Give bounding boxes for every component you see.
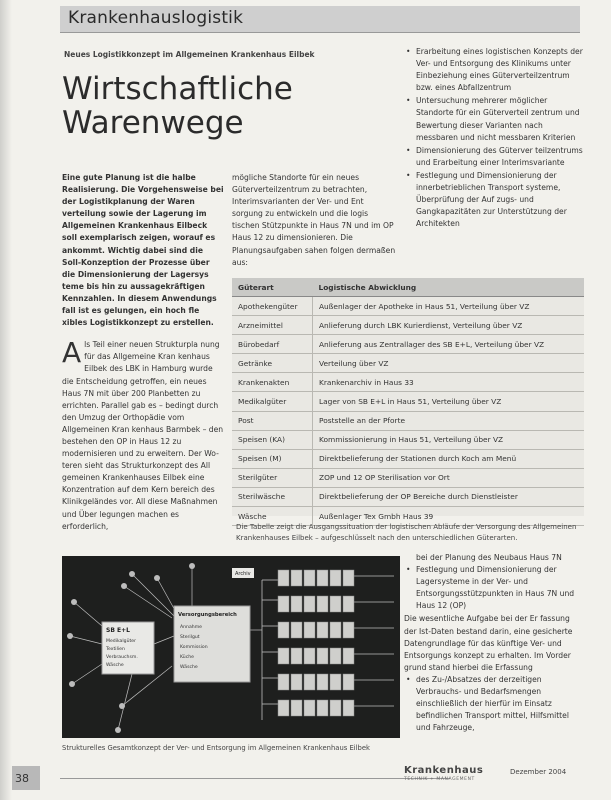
diagram-label-center: Versorgungsbereich <box>178 612 237 618</box>
diagram-ward-block <box>317 570 328 586</box>
right-column-bottom <box>404 552 584 735</box>
diagram-ward-block <box>317 700 328 716</box>
table-cell-goods: Arzneimittel <box>232 316 313 335</box>
article-body-left: ls Teil einer neuen Strukturpla nung für das Allgemeine Kran kenhaus Eilbek des LBK in Hamburg wurde die Entscheidung getroffen, ein neues Haus 7N mit über 200 Planbetten zu errichten. Parallel gab es – bedingt durch den Umzug der Orthopädie vom Allgemeinen Kran kenhaus Barmbek – den bestehen den OP in Haus 12 zu modernisieren und zu erweitern. Der Wo-teren sieht das Strukturkonzept des All gemeinen Krankenhauses Eilbek eine Konzentration auf dem Kern bereich des Klinikgeländes vor. All diese Maßnahmen und Über legungen machen es erforderlich, <box>62 340 224 531</box>
table-cell-goods: Sterilgüter <box>232 468 313 487</box>
diagram-ward-block <box>304 622 315 638</box>
article-title-line-2: Warenwege <box>62 105 244 141</box>
table-row <box>232 449 584 468</box>
list-item: • Festlegung und Dimensionierung der Lagersysteme in der Ver- und Entsorgungsstützpunkten in Haus 7N und Haus 12 (OP) <box>404 564 584 612</box>
diagram-supplier-line: Verbrauchsm. <box>106 655 138 660</box>
table-cell-handling: Poststelle an der Pforte <box>313 411 585 430</box>
diagram-ward-block <box>291 700 302 716</box>
table-cell-handling: Direktbelieferung der Stationen durch Koch am Menü <box>313 449 585 468</box>
diagram-ward-block <box>278 570 289 586</box>
logistics-table-box <box>232 278 584 521</box>
diagram-ward-block <box>304 674 315 690</box>
table-cell-goods: Apothekengüter <box>232 297 313 316</box>
table-cell-handling: ZOP und 12 OP Sterilisation vor Ort <box>313 468 585 487</box>
table-row <box>232 487 584 506</box>
diagram-ward-block <box>343 674 354 690</box>
table-row <box>232 354 584 373</box>
table-cell-goods: Bürobedarf <box>232 335 313 354</box>
footer-rule <box>60 778 450 779</box>
article-body-middle: mögliche Standorte für ein neues Güterverteilzentrum zu betrachten, Interimsvarianten der Ver- und Ent sorgung zu entwickeln und die logis tischen Stützpunkte in Haus 7N und im OP Haus 12 zu dimensionieren. Die Planungsaufgaben sahen folgen dermaßen aus: <box>232 173 396 267</box>
diagram-ward-block <box>278 596 289 612</box>
diagram-ward-block <box>291 622 302 638</box>
diagram-ward-block <box>343 570 354 586</box>
article-kicker: Neues Logistikkonzept im Allgemeinen Krankenhaus Eilbek <box>64 50 315 59</box>
table-cell-handling: Außenlager Tex Gmbh Haus 39 <box>313 507 585 526</box>
list-item: • Festlegung und Dimensionierung der innerbetrieblichen Transport systeme, Überprüfung der Auf zugs- und Gangkapazitäten zur Unterstützung der Architekten <box>404 170 584 230</box>
table-cell-goods: Speisen (M) <box>232 449 313 468</box>
diagram-center-line: Annahme <box>180 625 202 630</box>
diagram-ward-block <box>343 700 354 716</box>
diagram-ward-block <box>330 648 341 664</box>
bottom-right-text: Die wesentliche Aufgabe bei der Er fassung der Ist-Daten bestand darin, eine gesicherte Datengrundlage für das künftige Ver- und Entsorgungs konzept zu erhalten. Im Vorder grund stand hierbei die Erfassung <box>404 614 573 672</box>
scan-gutter-shadow <box>0 0 12 800</box>
diagram-ward-block <box>304 570 315 586</box>
diagram-ward-block <box>291 596 302 612</box>
issue-date: Dezember 2004 <box>510 768 567 776</box>
table-row <box>232 297 584 316</box>
table-row <box>232 316 584 335</box>
table-header-goods: Güterart <box>232 278 313 297</box>
middle-column <box>232 172 396 269</box>
diagram-ward-block <box>304 596 315 612</box>
diagram-center-line: Küche <box>180 655 194 660</box>
page-number: 38 <box>15 772 29 785</box>
bottom-right-list <box>404 564 584 612</box>
table-cell-goods: Wäsche <box>232 507 313 526</box>
diagram-ward-block <box>317 674 328 690</box>
table-row <box>232 373 584 392</box>
article-lead: Eine gute Planung ist die halbe Realisierung. Die Vorgehensweise bei der Logistikplanung der Waren verteilung sowie der Lagerung im Allgemeinen Krankenhaus Eilbeck soll exemplarisch zeigen, worauf es ankommt. Wichtig dabei sind die Soll-Konzeption der Prozesse über die Dimensionierung der Lagersys teme bis hin zu aussagekräftigen Kennzahlen. In diesem Anwendungs fall ist es gelungen, ein hoch fle xibles Logistikkonzept zu erstellen. <box>62 173 224 328</box>
table-row <box>232 335 584 354</box>
drop-cap: A <box>62 336 82 370</box>
diagram-ward-block <box>317 622 328 638</box>
table-cell-handling: Außenlager der Apotheke in Haus 51, Verteilung über VZ <box>313 297 585 316</box>
diagram-ward-block <box>291 570 302 586</box>
table-row <box>232 468 584 487</box>
right-column-top <box>404 46 584 231</box>
table-row <box>232 392 584 411</box>
diagram-graphic <box>62 556 400 738</box>
left-column <box>62 172 224 533</box>
table-cell-goods: Speisen (KA) <box>232 430 313 449</box>
diagram-ward-block <box>343 596 354 612</box>
planning-task-list <box>404 46 584 230</box>
diagram-ward-block <box>330 622 341 638</box>
article-body-start <box>62 336 224 533</box>
diagram-supplier-line: Textilien <box>106 647 125 652</box>
diagram-ward-block <box>317 596 328 612</box>
list-item: • des Zu-/Absatzes der derzeitigen Verbrauchs- und Bedarfsmengen einschließlich der hierfür im Einsatz befindlichen Transport mittel, Hilfsmittel und Fahrzeuge, <box>404 674 584 734</box>
logistics-table <box>232 278 584 526</box>
diagram-ward-block <box>343 648 354 664</box>
table-cell-goods: Sterilwäsche <box>232 487 313 506</box>
logistics-concept-diagram <box>62 556 400 738</box>
figure-caption: Strukturelles Gesamtkonzept der Ver- und Entsorgung im Allgemeinen Krankenhaus Eilbek <box>62 744 370 752</box>
diagram-center-line: Sterilgut <box>180 635 200 640</box>
table-cell-goods: Post <box>232 411 313 430</box>
diagram-ward-block <box>278 674 289 690</box>
diagram-label-supplier: SB E+L <box>106 627 130 634</box>
table-row <box>232 411 584 430</box>
diagram-ward-block <box>278 700 289 716</box>
diagram-ward-block <box>330 570 341 586</box>
magazine-brand: Krankenhaus <box>404 765 484 776</box>
table-cell-goods: Krankenakten <box>232 373 313 392</box>
diagram-center-line: Kommission <box>180 645 208 650</box>
magazine-brand-subtitle: TECHNIK + MANAGEMENT <box>404 777 475 782</box>
table-header-row <box>232 278 584 297</box>
diagram-ward-block <box>330 596 341 612</box>
table-cell-handling: Kommissionierung in Haus 51, Verteilung über VZ <box>313 430 585 449</box>
table-cell-handling: Krankenarchiv in Haus 33 <box>313 373 585 392</box>
section-title: Krankenhauslogistik <box>68 8 244 28</box>
table-cell-handling: Direktbelieferung der OP Bereiche durch Dienstleister <box>313 487 585 506</box>
table-row <box>232 430 584 449</box>
table-cell-handling: Lager von SB E+L in Haus 51, Verteilung über VZ <box>313 392 585 411</box>
table-cell-handling: Anlieferung durch LBK Kurierdienst, Verteilung über VZ <box>313 316 585 335</box>
bottom-right-intro: bei der Planung des Neubaus Haus 7N <box>416 553 562 562</box>
diagram-center-line: Wäsche <box>180 665 198 670</box>
table-header-handling: Logistische Abwicklung <box>313 278 585 297</box>
table-cell-goods: Getränke <box>232 354 313 373</box>
diagram-ward-block <box>304 648 315 664</box>
diagram-supplier-line: Wäsche <box>106 663 124 668</box>
diagram-ward-block <box>317 648 328 664</box>
diagram-ward-block <box>330 674 341 690</box>
list-item: • Untersuchung mehrerer möglicher Standorte für ein Güterverteil zentrum und Bewertung dieser Varianten nach messbaren und nicht messbaren Kriterien <box>404 95 584 143</box>
table-caption: Die Tabelle zeigt die Ausgangssituation der logistischen Abläufe der Versorgung des Allgemeinen Krankenhauses Eilbek – aufgeschlüsselt nach den unterschiedlichen Güterarten. <box>236 523 577 542</box>
list-item: • Erarbeitung eines logistischen Konzepts der Ver- und Entsorgung des Klinikums unter Einbeziehung eines Güterverteilzentrum bzw. eines Abfallzentrum <box>404 46 584 94</box>
diagram-supplier-line: Medikalgüter <box>106 639 136 644</box>
diagram-ward-block <box>343 622 354 638</box>
table-cell-handling: Verteilung über VZ <box>313 354 585 373</box>
bottom-right-list-2 <box>404 674 584 734</box>
diagram-ward-block <box>304 700 315 716</box>
diagram-label-archive: Archiv <box>235 571 251 577</box>
table-cell-goods: Medikalgüter <box>232 392 313 411</box>
diagram-ward-block <box>278 622 289 638</box>
article-title-line-1: Wirtschaftliche <box>62 71 293 107</box>
list-item: • Dimensionierung des Güterver teilzentrums und Erarbeitung einer Interimsvariante <box>404 145 584 169</box>
article-title <box>62 72 382 140</box>
diagram-ward-block <box>291 674 302 690</box>
diagram-ward-block <box>330 700 341 716</box>
diagram-ward-block <box>278 648 289 664</box>
table-cell-handling: Anlieferung aus Zentrallager des SB E+L, Verteilung über VZ <box>313 335 585 354</box>
diagram-ward-block <box>291 648 302 664</box>
